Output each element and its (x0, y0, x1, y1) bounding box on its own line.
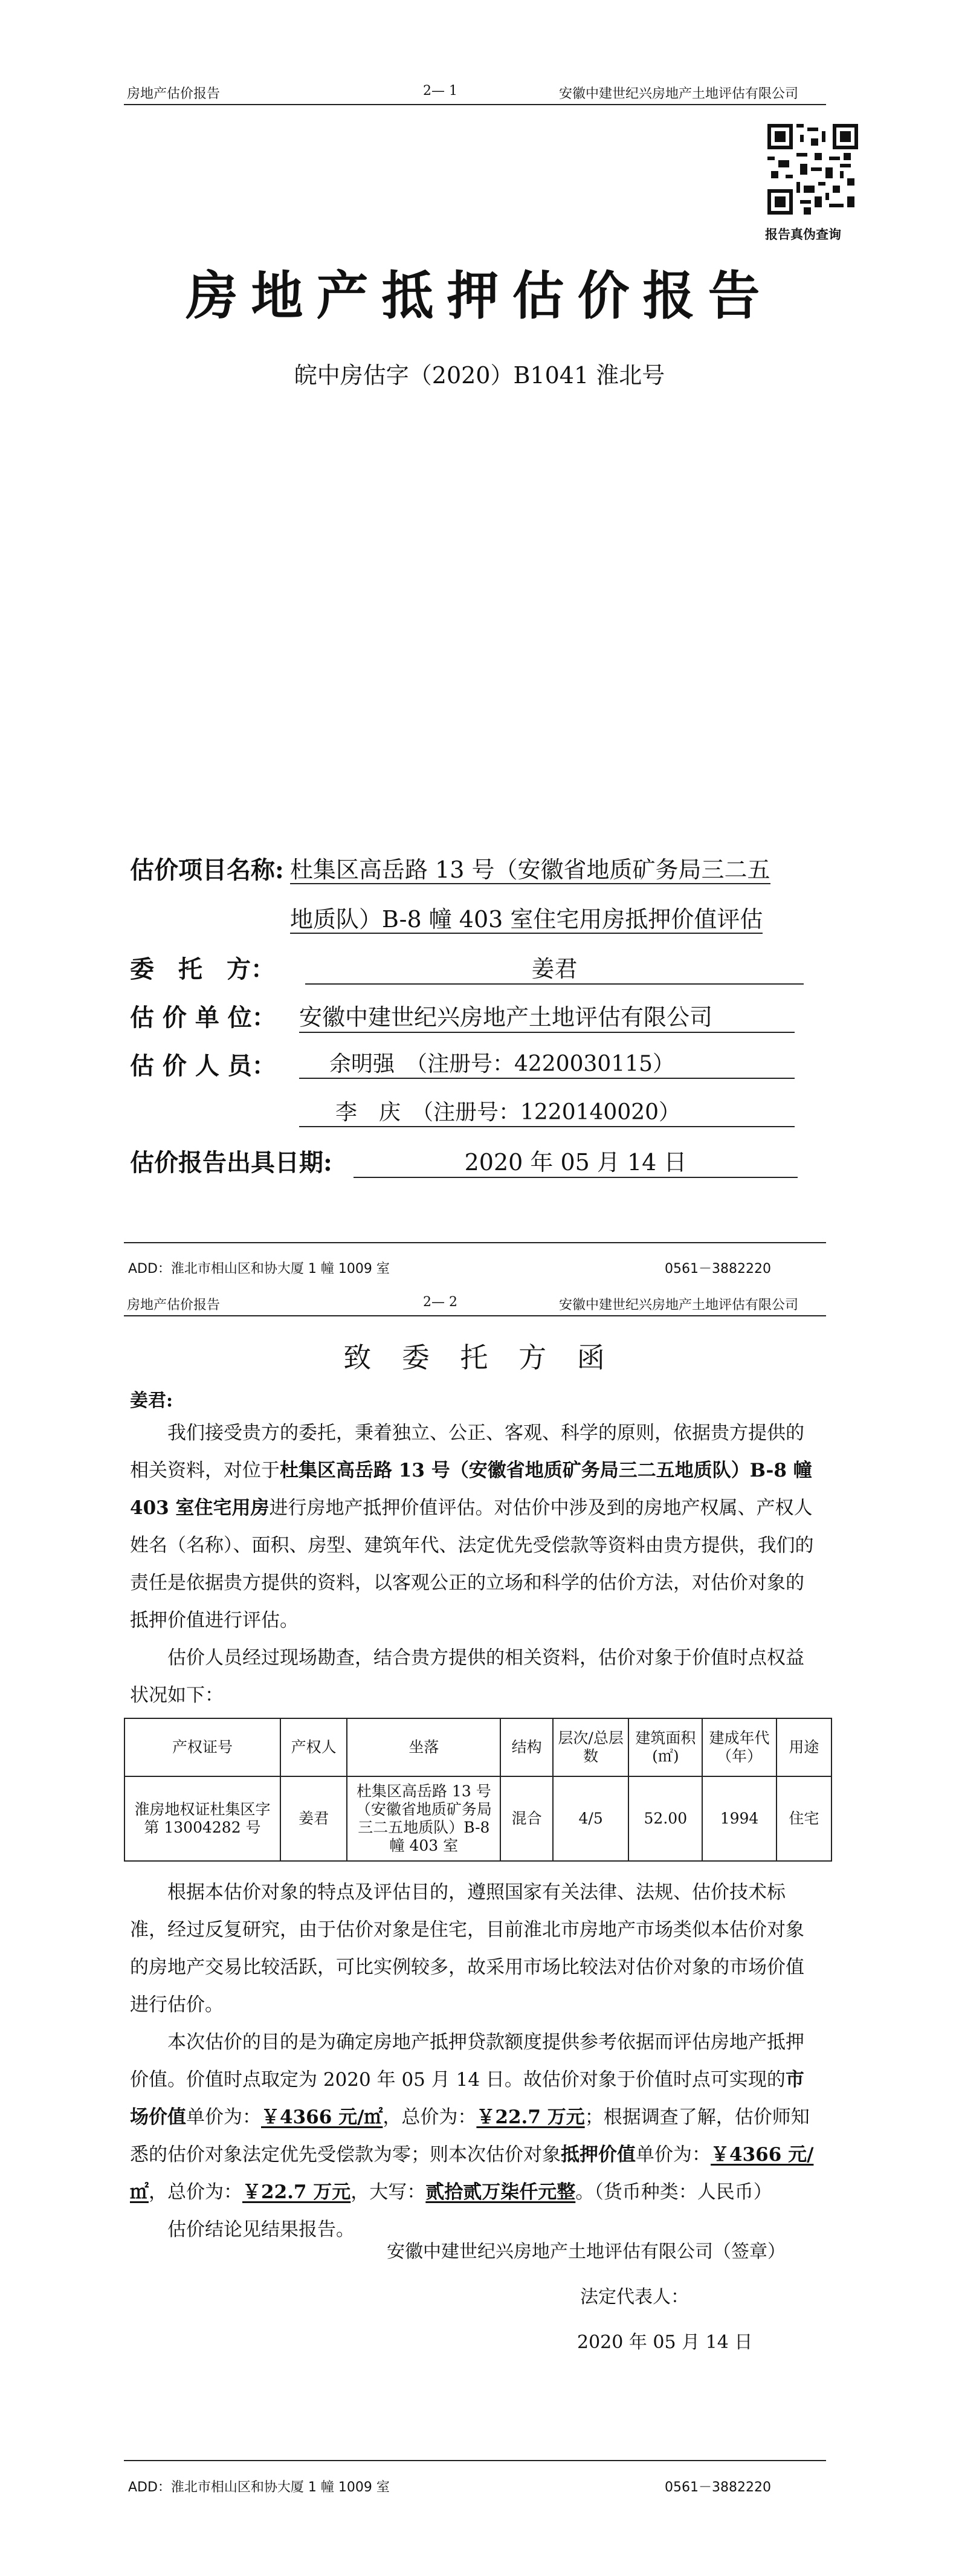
valuation-unit-value: 安徽中建世纪兴房地产土地评估有限公司 (299, 998, 795, 1033)
table-cell: 住宅 (777, 1776, 831, 1861)
header-page-number: 2— 1 (423, 83, 457, 99)
table-header-cell: 结构 (500, 1718, 553, 1776)
table-cell: 52.00 (628, 1776, 702, 1861)
letter-body-bottom (130, 1874, 820, 2248)
table-cell: 1994 (702, 1776, 776, 1861)
footer-divider (124, 2460, 826, 2461)
qr-code-icon (767, 124, 858, 215)
table-row (124, 1776, 831, 1861)
table-header-cell: 用途 (777, 1718, 831, 1776)
verification-qr-code[interactable] (767, 124, 858, 215)
signature-date: 2020 年 05 月 14 日 (577, 2332, 753, 2353)
table-header-cell: 建成年代（年） (702, 1718, 776, 1776)
client-value: 姜君 (305, 950, 804, 985)
project-name-label: 估价项目名称: (130, 856, 284, 884)
client-label: 委 托 方： (130, 955, 275, 983)
header-left: 房地产估价报告 (127, 1298, 221, 1313)
header-divider (124, 1315, 826, 1316)
header-divider (124, 104, 826, 105)
signature-company: 安徽中建世纪兴房地产土地评估有限公司（签章） (387, 2241, 786, 2262)
salutation: 姜君: (130, 1390, 173, 1411)
table-header-cell: 坐落 (347, 1718, 500, 1776)
table-cell: 淮房地权证杜集区字第 13004282 号 (124, 1776, 280, 1861)
header-company: 安徽中建世纪兴房地产土地评估有限公司 (559, 1298, 799, 1313)
paragraph-conclusion: 估价结论见结果报告。 (167, 2219, 355, 2241)
table-cell: 杜集区高岳路 13 号（安徽省地质矿务局三二五地质队）B-8 幢 403 室 (347, 1776, 500, 1861)
appraiser-2: 李 庆 （注册号：1220140020） (299, 1095, 795, 1127)
paragraph-valuation: 本次估价的目的是为确定房地产抵押贷款额度提供参考依据而评估房地产抵押价值。价值时点取定为 2020 年 05 月 14 日。故估价对象于价值时点可实现的市场价值单价为：￥4366 元/㎡，总价为：￥22.7 万元；根据调查了解，估价师知悉的估价对象法定优先受偿款为零；则本次估价对象抵押价值单价为：￥4366 元/㎡，总价为：￥22.7 万元，大写：贰拾贰万柒仟元整。（货币种类：人民币） (130, 2031, 814, 2203)
footer-divider (124, 1242, 826, 1243)
project-name-line-2: 地质队）B-8 幢 403 室住宅用房抵押价值评估 (290, 906, 763, 933)
paragraph-method: 根据本估价对象的特点及评估目的，遵照国家有关法律、法规、估价技术标准，经过反复研究，由于估价对象是住宅，目前淮北市房地产市场类似本估价对象的房地产交易比较活跃，可比实例较多，故采用市场比较法对估价对象的市场价值进行估价。 (130, 1882, 804, 2016)
table-header-cell: 层次/总层数 (553, 1718, 628, 1776)
table-header-cell: 产权人 (280, 1718, 347, 1776)
paragraph-commission: 我们接受贵方的委托，秉着独立、公正、客观、科学的原则，依据贵方提供的相关资料，对位于杜集区高岳路 13 号（安徽省地质矿务局三二五地质队）B-8 幢 403 室住宅用房进行房地产抵押价值评估。对估价中涉及到的房地产权属、产权人姓名（名称）、面积、房型、建筑年代、法定优先受偿款等资料由贵方提供，我们的责任是依据贵方提供的资料，以客观公正的立场和科学的估价方法，对估价对象的抵押价值进行评估。 (130, 1422, 814, 1631)
report-number: 皖中房估字（2020）B1041 淮北号 (294, 362, 665, 389)
project-name-line-1: 杜集区高岳路 13 号（安徽省地质矿务局三二五 (290, 856, 770, 883)
table-header-row (124, 1718, 831, 1776)
letter-title: 致 委 托 方 函 (343, 1341, 616, 1374)
report-date-label: 估价报告出具日期: (130, 1148, 332, 1177)
header-company: 安徽中建世纪兴房地产土地评估有限公司 (559, 86, 799, 102)
footer-address: ADD：淮北市相山区和协大厦 1 幢 1009 室 (128, 2480, 390, 2495)
property-rights-table (124, 1718, 832, 1862)
table-cell: 混合 (500, 1776, 553, 1861)
paragraph-inspection: 估价人员经过现场勘查，结合贵方提供的相关资料，估价对象于价值时点权益状况如下： (130, 1647, 804, 1706)
header-page-number: 2— 2 (423, 1295, 457, 1310)
valuation-unit-label: 估 价 单 位： (130, 1003, 276, 1032)
appraiser-1: 余明强 （注册号：4220030115） (299, 1047, 795, 1079)
signature-representative: 法定代表人： (580, 2286, 689, 2308)
footer-address: ADD：淮北市相山区和协大厦 1 幢 1009 室 (128, 1261, 390, 1277)
header-left: 房地产估价报告 (127, 86, 221, 102)
footer-phone: 0561－3882220 (665, 2480, 771, 2495)
footer-phone: 0561－3882220 (665, 1261, 771, 1277)
report-date-value: 2020 年 05 月 14 日 (354, 1144, 798, 1178)
table-header-cell: 建筑面积(㎡) (628, 1718, 702, 1776)
letter-body-top (130, 1414, 820, 1714)
table-header-cell: 产权证号 (124, 1718, 280, 1776)
report-title: 房地产抵押估价报告 (186, 265, 773, 326)
appraiser-label: 估 价 人 员： (130, 1052, 276, 1080)
qr-caption: 报告真伪查询 (765, 227, 841, 242)
table-cell: 姜君 (280, 1776, 347, 1861)
table-cell: 4/5 (553, 1776, 628, 1861)
